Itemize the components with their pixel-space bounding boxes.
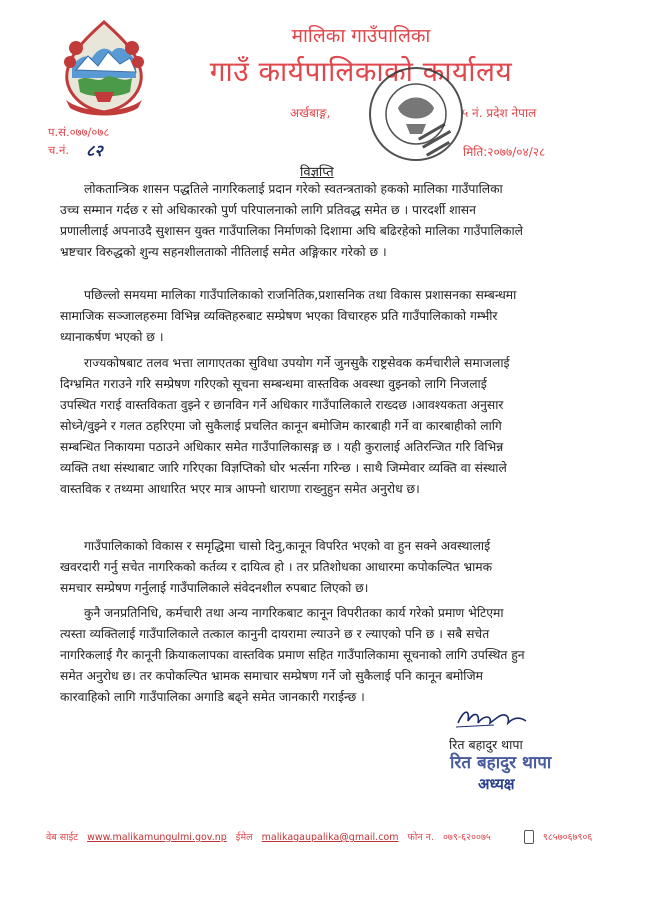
paragraph-1 [60, 179, 618, 263]
paragraph-line: वास्तविक र तथ्यमा आधारित भएर मात्र आफ्नो धाराणा राख्नुहुन समेत अनुरोध छ। [60, 482, 420, 496]
handwritten-signature [454, 703, 534, 731]
office-seal-icon [366, 64, 466, 164]
phone-label: फोन न. [407, 832, 434, 843]
paragraph-line: सम्बन्धित निकायमा पठाउने अधिकार समेत गाउँपालिकासङ्ग छ । यही कुरालाई अतिरन्जित गरि विभिन्न [60, 440, 504, 454]
paragraph-line: समचार सम्प्रेषण गर्नुलाई गाउँपालिकाले संवेदनशील रुपबाट लिएको छ। [60, 581, 369, 595]
paragraph-line: नागरिकलाई गैर कानूनी क्रियाकलापका वास्तविक प्रमाण सहित गाउँपालिकामा सूचनाको लागि उपस्थित हुन [60, 648, 525, 662]
notice-title: विज्ञप्ति [300, 165, 334, 180]
mobile-number: ९८५७०६७९०६ [542, 832, 593, 843]
mobile-phone-icon [524, 830, 534, 844]
paragraph-line: उपस्थित गराई वास्तविकता वुझ्ने र छानविन गर्ने अधिकार गाउँपालिकाले राख्दछ ।आवश्यकता अनुसार [60, 398, 504, 412]
paragraph-line: प्रणालीलाई अपनाउदै सुशासन युक्त गाउँपालिका निर्माणको दिशामा अघि बढिरहेको मालिका गाउँपालिकाले [60, 224, 524, 238]
paragraph-line: लोकतान्त्रिक शासन पद्धतिले नागरिकलाई प्रदान गरेको स्वतन्त्रताको हकको मालिका गाउँपालिका [84, 182, 503, 196]
paragraph-2 [60, 285, 618, 348]
paragraph-line: सामाजिक सञ्जालहरुमा विभिन्न व्यक्तिहरुबाट सम्प्रेषण भएका विचारहरु प्रति गाउँपालिकाको गम्भीर [60, 309, 498, 323]
paragraph-5 [60, 603, 618, 708]
paragraph-line: सोध्ने/वुझ्ने र गलत ठहरिएमा जो सुकैलाई प्रचलित कानून बमोजिम कारबाही गर्ने वा कारबाहीको लागि [60, 419, 502, 433]
address-province: ५ नं. प्रदेश नेपाल [462, 106, 537, 120]
paragraph-line: कुनै जनप्रतिनिधि, कर्मचारी तथा अन्य नागरिकबाट कानून विपरीतका कार्य गरेको प्रमाण भेटिएमा [84, 606, 504, 620]
paragraph-line: ध्यानाकर्षण भएको छ । [60, 330, 164, 344]
dispatch-label: च.नं. [48, 143, 69, 157]
office-name: गाउँ कार्यपालिकाको कार्यालय [209, 55, 513, 88]
signatory-title: अध्यक्ष [478, 775, 515, 793]
paragraph-line: गाउँपालिकाको विकास र समृद्धिमा चासो दिनु,कानून विपरित भएको वा हुन सक्ने अवस्थालाई [84, 539, 491, 553]
dispatch-number: ८२ [86, 141, 103, 160]
letter-date: मिति:२०७७/०४/२८ [463, 145, 546, 159]
paragraph-line: त्यस्ता व्यक्तिलाई गाउँपालिकाले तत्काल कानुनी दायरामा ल्याउने छ र ल्याएको पनि छ । सबै सचेत [60, 627, 490, 641]
paragraph-line: खवरदारी गर्नु सचेत नागरिकको कर्तव्य र दायित्व हो । तर प्रतिशोधका आधारमा कपोकल्पित भ्रामक [60, 560, 493, 574]
paragraph-line: व्यक्ति तथा संस्थाबाट जारि गरिएका विज्ञप्तिको घोर भर्त्सना गरिन्छ । साथै जिम्मेवार व्यक्ति वा संस्थाले [60, 461, 507, 475]
stamp-signatory-name: रित बहादुर थापा [450, 753, 552, 773]
website-label: वेब साईट [46, 832, 79, 843]
paragraph-line: दिग्भ्रमित गराउने गरि सम्प्रेषण गरिएको सूचना सम्बन्धमा वास्तविक अवस्था वुझ्नको लागि निजलाई [60, 377, 487, 391]
phone-number: ०७९-६२००७५ [442, 832, 491, 843]
signatory-name: रित बहादुर थापा [449, 737, 523, 752]
paragraph-line: पछिल्लो समयमा मालिका गाउँपालिकाको राजनितिक,प्रशासनिक तथा विकास प्रशासनका सम्बन्धमा [84, 288, 517, 302]
paragraph-line: भ्रष्टचार विरुद्धको शुन्य सहनशीलताको नीतिलाई समेत अङ्गिकार गरेको छ । [60, 245, 387, 259]
email-link[interactable]: malikagaupalika@gmail.com [261, 832, 399, 843]
paragraph-line: उच्च सम्मान गर्दछ र सो अधिकारको पुर्ण परिपालनाको लागि प्रतिवद्ध समेत छ । पारदर्शी शासन [60, 203, 476, 217]
municipality-name: मालिका गाउँपालिका [291, 25, 431, 47]
email-label: ईमेल [235, 832, 253, 843]
letter-footer [46, 830, 598, 845]
paragraph-line: कारवाहिको लागि गाउँपालिका अगाडि बढ्ने समेत जानकारी गराईन्छ । [60, 690, 365, 704]
fiscal-year: प.सं.०७७/०७८ [48, 125, 110, 139]
website-link[interactable]: www.malikamungulmi.gov.np [87, 832, 227, 843]
paragraph-line: समेत अनुरोध छ। तर कपोकल्पित भ्रामक समाचार सम्प्रेषण गर्ने जो सुकैलाई पनि कानून बमोजिम [60, 669, 483, 683]
paragraph-line: राज्यकोषबाट तलव भत्ता लागाएतका सुविधा उपयोग गर्ने जुनसुकै राष्ट्रसेवक कर्मचारीले समाजलाई [84, 356, 510, 370]
paragraph-4 [60, 536, 618, 599]
address-location: अर्खबाङ्ग, [290, 106, 331, 120]
paragraph-3 [60, 353, 618, 500]
